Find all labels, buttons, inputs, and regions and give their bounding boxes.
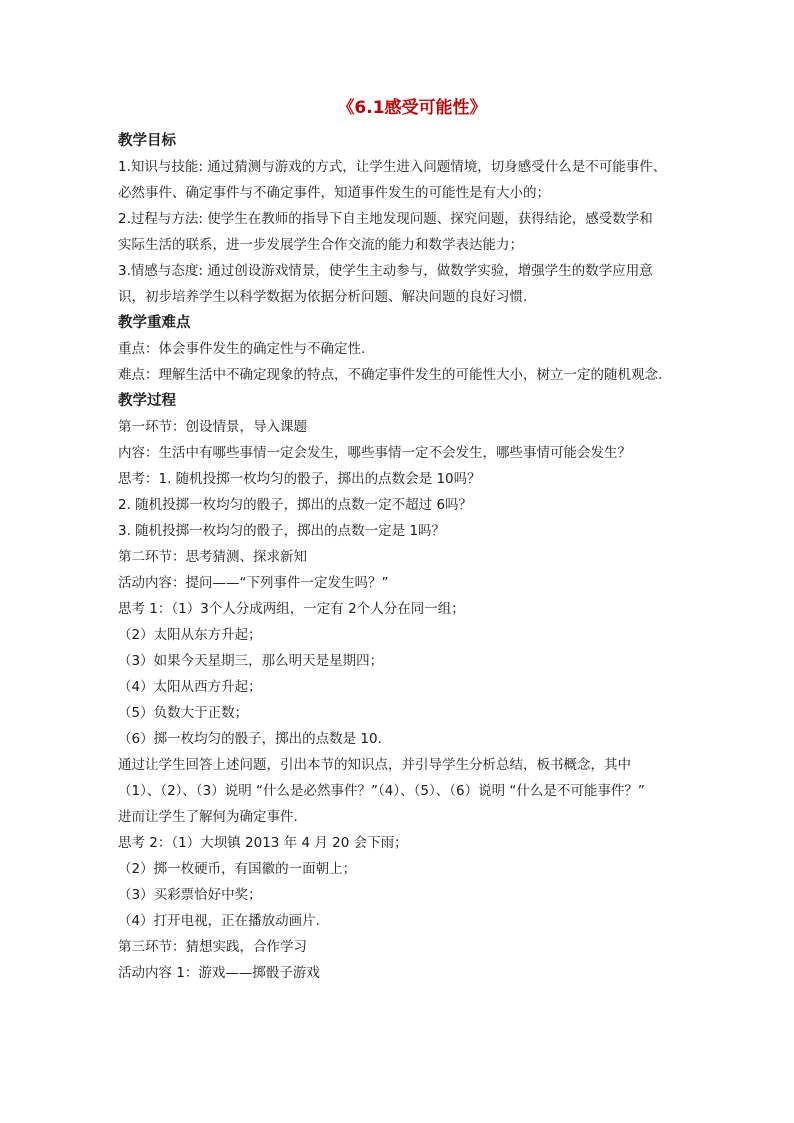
text-line: 思考 1：（1）3个人分成两组，一定有 2个人分在同一组；	[118, 601, 465, 617]
text-line: （2）掷一枚硬币，有国徽的一面朝上；	[118, 861, 357, 877]
text-line: （3）如果今天星期三，那么明天是星期四；	[118, 653, 384, 669]
text-line: （4）太阳从西方升起；	[118, 679, 262, 695]
section-heading-process: 教学过程	[118, 393, 176, 409]
text-line: 识，初步培养学生以科学数据为依据分析问题、解决问题的良好习惯.	[118, 289, 528, 305]
text-line: （5）负数大于正数；	[118, 705, 249, 721]
text-line: 通过让学生回答上述问题，引出本节的知识点，并引导学生分析总结，板书概念，其中	[118, 757, 631, 773]
text-line: （1）、（2）、（3）说明 “什么是必然事件？”（4）、（5）、（6）说明 “什么是不可能事件？”	[118, 783, 645, 799]
section-objectives	[118, 128, 678, 310]
text-line: 第一环节：创设情景，导入课题	[118, 419, 307, 435]
text-line: 2.过程与方法: 使学生在教师的指导下自主地发现问题、探究问题，获得结论，感受数学和	[118, 211, 653, 227]
section-heading-key-points: 教学重难点	[118, 315, 191, 331]
text-line: 重点：体会事件发生的确定性与不确定性.	[118, 341, 366, 357]
section-process	[118, 388, 678, 986]
text-line: 进而让学生了解何为确定事件.	[118, 809, 298, 825]
text-line: （6）掷一枚均匀的骰子，掷出的点数是 10.	[118, 731, 382, 747]
text-line: 思考 2：（1）大坝镇 2013 年 4 月 20 会下雨；	[118, 835, 408, 851]
text-line: （4）打开电视，正在播放动画片.	[118, 913, 320, 929]
document-title: 《6.1感受可能性》	[337, 98, 487, 118]
text-line: （2）太阳从东方升起；	[118, 627, 262, 643]
text-line: 活动内容 1：游戏——掷骰子游戏	[118, 965, 320, 981]
text-line: 活动内容：提问——“下列事件一定发生吗？”	[118, 575, 389, 591]
text-line: 内容：生活中有哪些事情一定会发生，哪些事情一定不会发生，哪些事情可能会发生？	[118, 445, 631, 461]
text-line: 思考：1. 随机投掷一枚均匀的骰子，掷出的点数会是 10吗？	[118, 471, 481, 487]
section-key-points	[118, 310, 678, 388]
document-page	[118, 94, 678, 986]
text-line: 难点：理解生活中不确定现象的特点，不确定事件发生的可能性大小，树立一定的随机观念.	[118, 367, 663, 383]
text-line: （3）买彩票恰好中奖；	[118, 887, 262, 903]
text-line: 必然事件、确定事件与不确定事件，知道事件发生的可能性是有大小的；	[118, 185, 550, 201]
text-line: 1.知识与技能: 通过猜测与游戏的方式，让学生进入问题情境，切身感受什么是不可能事件、	[118, 159, 667, 175]
text-line: 第二环节：思考猜测、探求新知	[118, 549, 307, 565]
text-line: 实际生活的联系，进一步发展学生合作交流的能力和数学表达能力；	[118, 237, 523, 253]
text-line: 2. 随机投掷一枚均匀的骰子，掷出的点数一定不超过 6吗？	[118, 497, 473, 513]
text-line: 第三环节：猜想实践，合作学习	[118, 939, 307, 955]
text-line: 3.情感与态度: 通过创设游戏情景，使学生主动参与，做数学实验，增强学生的数学应用意	[118, 263, 653, 279]
section-heading-objectives: 教学目标	[118, 133, 176, 149]
text-line: 3. 随机投掷一枚均匀的骰子，掷出的点数一定是 1吗？	[118, 523, 446, 539]
